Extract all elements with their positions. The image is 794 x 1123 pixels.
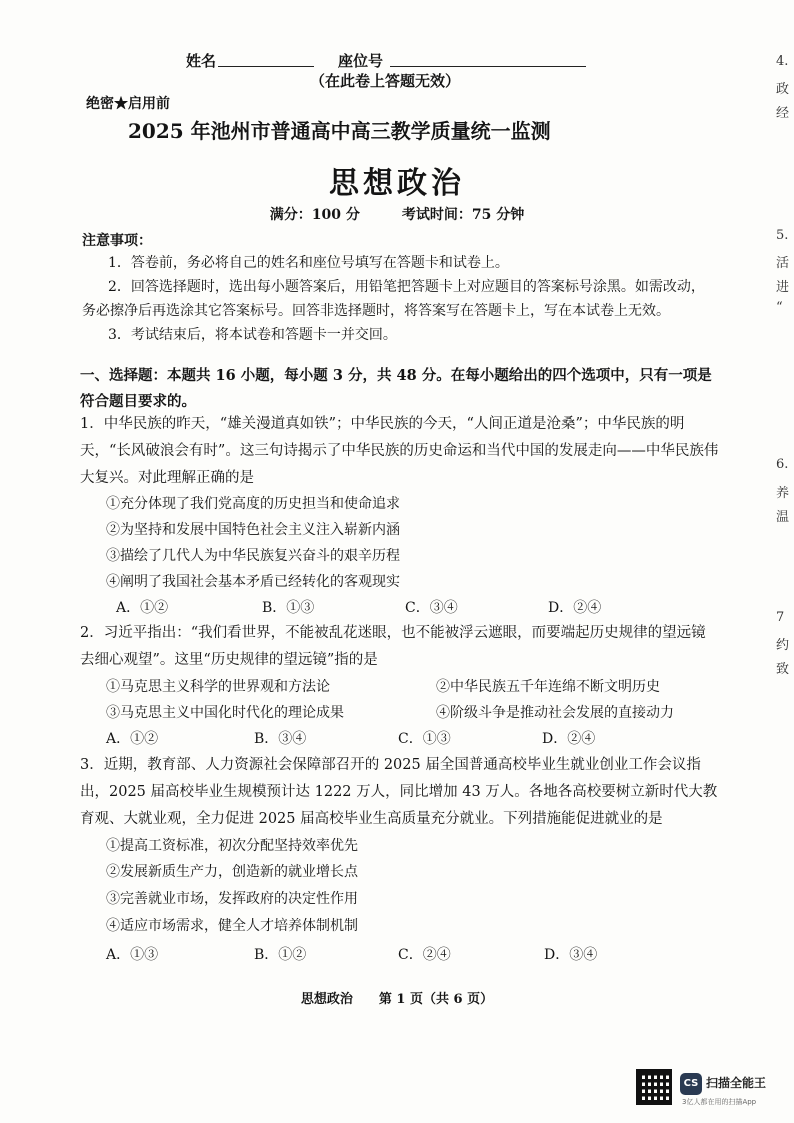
notice-item-1: 1．答卷前，务必将自己的姓名和座位号填写在答题卡和试卷上。 <box>108 255 509 271</box>
q2-option-c: C．①③ <box>398 731 451 747</box>
seat-label: 座位号 <box>338 52 384 70</box>
q3-statement-3: ③完善就业市场，发挥政府的决定性作用 <box>106 891 358 907</box>
q2-option-d: D．②④ <box>542 731 596 747</box>
edge-text: 约 <box>776 638 790 653</box>
q3-statement-4: ④适应市场需求，健全人才培养体制机制 <box>106 918 358 934</box>
section-heading-cont: 符合题目要求的。 <box>80 393 196 410</box>
subject-title: 思想政治 <box>329 166 465 201</box>
edge-text: 4. <box>776 54 789 69</box>
q3-statement-2: ②发展新质生产力，创造新的就业增长点 <box>106 864 358 880</box>
q2-statement-2: ②中华民族五千年连绵不断文明历史 <box>436 679 660 695</box>
edge-text: 6. <box>776 457 789 472</box>
notice-item-2: 2．回答选择题时，选出每小题答案后，用铅笔把答题卡上对应题目的答案标号涂黑。如需改动， <box>108 279 705 295</box>
q1-option-c: C．③④ <box>405 600 458 616</box>
question-2-stem: 2．习近平指出：“我们看世界，不能被乱花迷眼，也不能被浮云遮眼，而要端起历史规律的望远镜去细心观望”。这里“历史规律的望远镜”指的是 <box>80 625 706 668</box>
edge-text: 活 <box>776 256 790 271</box>
q3-statement-1: ①提高工资标准，初次分配坚持效率优先 <box>106 838 358 854</box>
edge-text: 养 <box>776 486 790 501</box>
q2-option-b: B．③④ <box>254 731 307 747</box>
scanner-tagline: 3亿人都在用的扫描App <box>682 1098 757 1106</box>
notice-item-3: 3．考试结束后，将本试卷和答题卡一并交回。 <box>108 327 397 343</box>
camscanner-logo-icon: CS <box>680 1073 702 1095</box>
question-1-stem: 1．中华民族的昨天，“雄关漫道真如铁”；中华民族的今天，“人间正道是沧桑”；中华民族的明天，“长风破浪会有时”。这三句诗揭示了中华民族的历史命运和当代中国的发展走向——中华民族伟大复兴。对此理解正确的是 <box>80 416 719 486</box>
notice-item-2-cont: 务必擦净后再选涂其它答案标号。回答非选择题时，将答案写在答题卡上，写在本试卷上无效。 <box>82 303 670 319</box>
q1-statement-3: ③描绘了几代人为中华民族复兴奋斗的艰辛历程 <box>106 548 400 564</box>
q1-option-b: B．①③ <box>262 600 315 616</box>
name-blank <box>218 52 314 71</box>
q1-statement-2: ②为坚持和发展中国特色社会主义注入崭新内涵 <box>106 522 400 538</box>
q3-option-c: C．②④ <box>398 947 451 963</box>
q3-option-d: D．③④ <box>544 947 598 963</box>
exam-title: 2025 年池州市普通高中高三教学质量统一监测 <box>128 119 551 143</box>
score-time: 满分：100 分 考试时间：75 分钟 <box>269 207 525 223</box>
edge-text: 5. <box>776 228 789 243</box>
secret-label: 绝密★启用前 <box>86 96 170 112</box>
q2-statement-1: ①马克思主义科学的世界观和方法论 <box>106 679 330 695</box>
edge-text: 温 <box>776 510 790 525</box>
edge-text: 进 <box>776 280 790 295</box>
qr-code-icon <box>636 1069 672 1105</box>
edge-text: 7 <box>776 610 785 625</box>
seat-blank <box>390 52 586 71</box>
invalid-note: （在此卷上答题无效） <box>310 72 461 90</box>
notice-heading: 注意事项： <box>82 233 152 249</box>
q1-statement-4: ④阐明了我国社会基本矛盾已经转化的客观现实 <box>106 574 400 590</box>
section-heading: 一、选择题：本题共 16 小题，每小题 3 分，共 48 分。在每小题给出的四个选项中，只有一项是 <box>80 367 712 384</box>
q1-statement-1: ①充分体现了我们党高度的历史担当和使命追求 <box>106 496 400 512</box>
q3-option-b: B．①② <box>254 947 307 963</box>
question-3-stem: 3．近期，教育部、人力资源社会保障部召开的 2025 届全国普通高校毕业生就业创业工作会议指出，2025 届高校毕业生规模预计达 1222 万人，同比增加 43 万人。各地各高校要树立新时代大教育观、大就业观，全力促进 2025 届高校毕业生高质量充分就业。下列措施能促进就业的是 <box>80 757 718 827</box>
page-footer: 思想政治 第 1 页（共 6 页） <box>300 992 494 1007</box>
q2-statement-3: ③马克思主义中国化时代化的理论成果 <box>106 705 344 721</box>
edge-text: 经 <box>776 106 790 121</box>
edge-text: 致 <box>776 662 790 677</box>
edge-text: “ <box>776 300 783 315</box>
edge-text: 政 <box>776 82 790 97</box>
q2-option-a: A．①② <box>106 731 159 747</box>
q3-option-a: A．①③ <box>106 947 159 963</box>
name-label: 姓名 <box>186 52 217 70</box>
q2-statement-4: ④阶级斗争是推动社会发展的直接动力 <box>436 705 674 721</box>
scanner-brand: 扫描全能王 <box>706 1076 767 1090</box>
q1-option-a: A．①② <box>116 600 169 616</box>
q1-option-d: D．②④ <box>548 600 602 616</box>
